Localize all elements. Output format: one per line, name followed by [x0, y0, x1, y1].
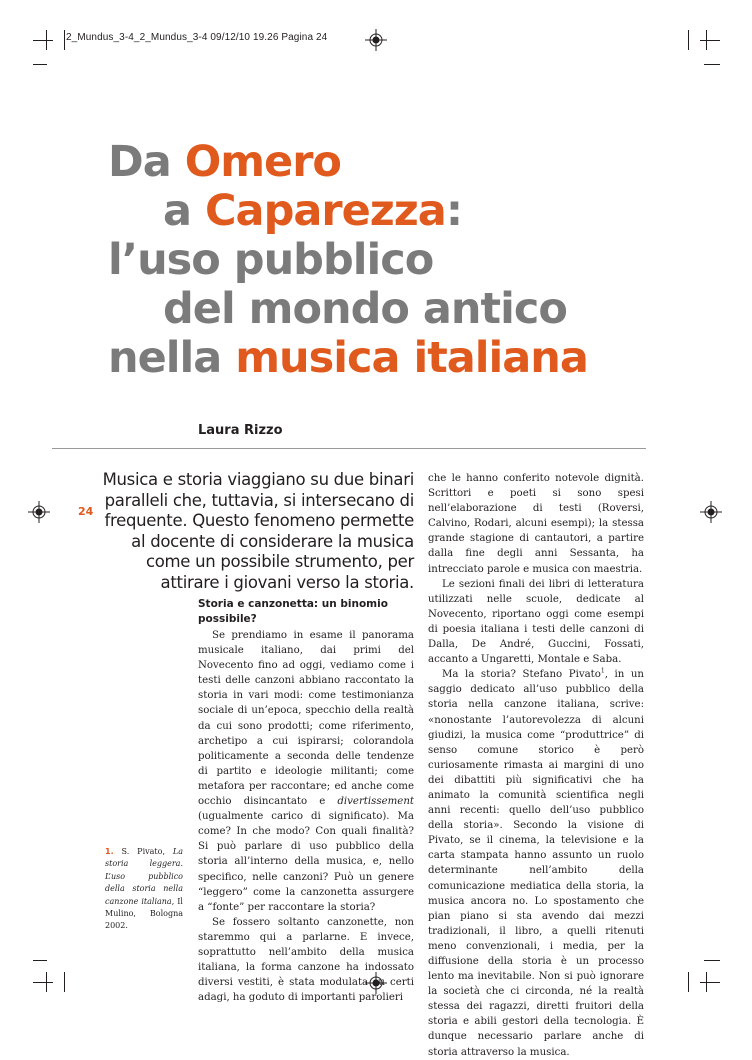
crop-mark — [688, 30, 689, 50]
title-text: Da — [108, 137, 185, 187]
crop-mark — [700, 40, 720, 41]
body-paragraph: Le sezioni finali dei libri di letteratura utilizzati nelle scuole, dedicate al Novecento, riportano oggi come esempi di poesia italiana i testi delle canzoni di Dalla, De André, Guccini, Fossati, accanto a Ungaretti, Montale e Saba. — [428, 578, 644, 666]
registration-mark-icon — [365, 29, 387, 51]
title-highlight: Omero — [184, 137, 341, 187]
crop-mark — [64, 30, 65, 50]
title-text: l’uso pubblico — [108, 235, 434, 285]
crop-mark — [33, 40, 53, 41]
page-number: 24 — [78, 505, 94, 518]
author-name: Laura Rizzo — [198, 423, 283, 438]
footnote-reference: 1 — [600, 667, 605, 675]
registration-mark-icon — [700, 501, 722, 523]
body-paragraph: Se fossero soltanto canzonette, non staremmo qui a parlarne. E invece, soprattutto nell’ambito della musica italiana, la forma canzone ha indossato diversi vestiti, è stata modulata su certi adagi, ha goduto di importanti parolieri — [198, 916, 414, 1004]
text-column-left — [198, 597, 414, 1005]
body-paragraph: che le hanno conferito notevole dignità. Scrittori e poeti si sono spesi nell’elaborazione di testi (Roversi, Calvino, Rodari, alcuni esempi); la stessa grande stagione di cantautori, a partire dalla fine degli anni Sessanta, ha intrecciato parole e musica con maestria. — [428, 473, 644, 575]
divider — [52, 448, 646, 449]
registration-mark-icon — [28, 501, 50, 523]
crop-mark — [688, 972, 689, 992]
footnote: 1. S. Pivato, La storia leggera. L’uso pubblico della storia nella canzone italiana, Il Mulino, Bologna 2002. — [105, 847, 183, 931]
title-highlight: Caparezza — [205, 186, 446, 236]
title-text: del mondo antico — [163, 284, 567, 334]
title-text: a — [163, 186, 205, 236]
crop-mark — [700, 982, 720, 983]
body-paragraph: Se prendiamo in esame il panorama musicale italiano, dai primi del Novecento fino ad oggi, vediamo come i testi delle canzoni abbiano raccontato la storia in vari modi: come testimonianza sociale di un’epoca, specchio della realtà da cui sono prodotti; come riferimento, archetipo a cui ispirarsi; colorandola politicamente a seconda delle tendenze di partito e ideologie militanti; come metafora per raccontare; ed anche come occhio disincantato e divertissement (ugualmente carico di significato). Ma come? In che modo? Con quali finalità? Si può parlare di uso pubblico della storia all’interno della musica, e, nello specifico, nelle canzoni? Può un genere “leggero” come la canzonetta assurgere a “fonte” per raccontare la storia? — [198, 630, 414, 913]
crop-mark — [33, 64, 47, 65]
footnote-number: 1. — [105, 847, 114, 856]
title-text: : — [445, 186, 463, 236]
title-text: nella — [108, 333, 236, 383]
article-title — [108, 138, 588, 383]
crop-mark — [64, 972, 65, 992]
section-heading: Storia e canzonetta: un binomio possibile? — [198, 598, 388, 625]
print-slug: 2_Mundus_3-4_2_Mundus_3-4 09/12/10 19.26 Pagina 24 — [66, 32, 328, 43]
crop-mark — [33, 960, 47, 961]
title-highlight: musica italiana — [235, 333, 588, 383]
body-paragraph: Ma la storia? Stefano Pivato$^1$, in un saggio dedicato all’uso pubblico della storia nella canzone italiana, scrive: «nonostante l’autorevolezza di alcuni giudizi, la musica come “produttrice” di senso comune storico è però curiosamente rimasta ai margini di uno dei dibattiti più significativi che ha animato la comunità scientifica negli anni recenti: quello dell’uso pubblico della storia». Secondo la visione di Pivato, se il cinema, la televisione e la carta stampata hanno assunto un ruolo determinante nell’ambito della comunicazione mediatica della storia, la musica ancora no. Lo spostamento che pian piano si sta avendo dai mezzi tradizionali, il libro, a quelli ritenuti meno convenzionali, i media, per la diffusione della storia è un processo lento ma inevitabile. Non si può ignorare la società che ci circonda, né la realtà stessa dei ragazzi, diretti fruitori della storia e abili gestori della tecnologia. È dunque necessario parlare anche di storia attraverso la musica. — [428, 667, 644, 1058]
crop-mark — [704, 960, 720, 961]
crop-mark — [33, 982, 53, 983]
crop-mark — [704, 64, 720, 65]
lead-paragraph: Musica e storia viaggiano su due binari paralleli che, tuttavia, si intersecano di frequente. Questo fenomeno permette al docente di considerare la musica come un possibile strumento, per attirare i giovani verso la storia. — [102, 470, 414, 592]
text-column-right — [428, 471, 644, 1060]
